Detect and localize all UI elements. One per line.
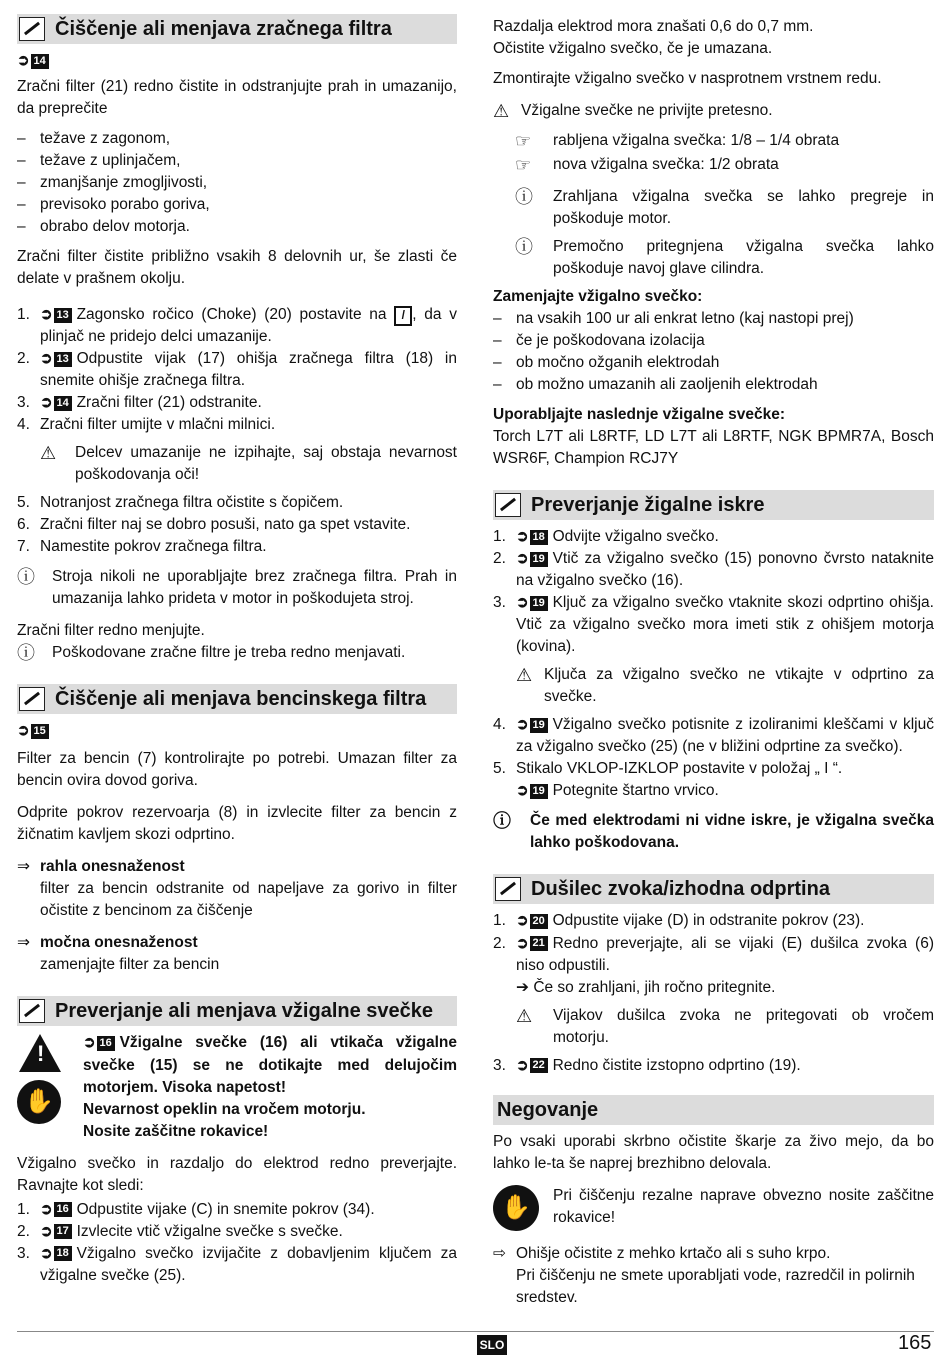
care-item: ⇨ Ohišje očistite z mehko krtačo ali s suho krpo.: [493, 1243, 934, 1265]
paragraph: Zmontirajte vžigalno svečko v nasprotnem vrstnem redu.: [493, 70, 882, 87]
warning-note: ⚠ Vžigalne svečke ne privijte pretesno.: [493, 101, 773, 121]
steps-list: [493, 526, 934, 658]
section-title: Čiščenje ali menjava zračnega filtra: [55, 18, 392, 40]
section-header: [493, 490, 934, 520]
footer-rule: [17, 1331, 934, 1332]
section-title: Negovanje: [497, 1098, 599, 1121]
section-header: [17, 14, 457, 44]
choke-icon: /: [394, 306, 412, 326]
steps-list: [17, 304, 457, 436]
figure-ref: ➲ 16: [83, 1032, 115, 1054]
paragraph: Očistite vžigalno svečko, če je umazana.: [493, 40, 773, 57]
step-item: 2. ➲ 21 Redno preverjajte, ali se vijaki (E) dušilca zvoka (6) niso odpustili. ➔ Če so zrahljani, jih ročno pritegnite.: [493, 934, 934, 996]
wrench-icon: [19, 687, 45, 711]
arrow-icon: ⇒: [17, 858, 30, 876]
list-item: – obrabo delov motorja.: [17, 216, 457, 238]
page-number: 165: [898, 1332, 932, 1354]
warning-note: ⚠ Ključa za vžigalno svečko ne vtikajte v odprtino za svečke.: [493, 664, 934, 708]
figure-ref: ➲ 15: [17, 720, 49, 742]
warning-note: ⚠ Vijakov dušilca zvoka ne pritegovati ob vročem motorju.: [493, 1005, 934, 1049]
wrench-icon: [19, 999, 45, 1023]
paragraph: Odprite pokrov rezervoarja (8) in izvlecite filter za bencin z žičnatim kavljem skozi odprtino.: [17, 804, 457, 844]
right-column: [493, 16, 934, 1309]
list-item: – težave z zagonom,: [17, 128, 457, 150]
paragraph: Zračni filter redno menjujte.: [17, 622, 205, 640]
pointing-hand-icon: ☞: [515, 131, 532, 151]
info-icon: ⓘ: [515, 187, 533, 207]
info-icon: ⓘ: [17, 643, 35, 664]
info-note: ⓘ Zrahljana vžigalna svečka se lahko pregreje in poškoduje motor.: [493, 186, 934, 230]
paragraph: Razdalja elektrod mora znašati 0,6 do 0,7 mm.: [493, 18, 814, 35]
wrench-icon: [19, 17, 45, 41]
section-title: Dušilec zvoka/izhodna odprtina: [531, 878, 830, 901]
gloves-note: ✋ Pri čiščenju rezalne naprave obvezno nosite zaščitne rokavice!: [493, 1185, 934, 1231]
step-item: 2. ➲ 17 Izvlecite vtič vžigalne svečke s svečke.: [17, 1222, 343, 1240]
paragraph: Torch L7T ali L8RTF, LD L7T ali L8RTF, NGK BPMR7A, Bosch WSR6F, Champion RCJ7Y: [493, 428, 934, 467]
subheading: Zamenjajte vžigalno svečko:: [493, 288, 703, 305]
list-item: – ob možno umazanih ali zaoljenih elektrodah: [493, 374, 934, 396]
list-item: – na vsakih 100 ur ali enkrat letno (kaj nastopi prej): [493, 308, 934, 330]
section-title: Čiščenje ali menjava bencinskega filtra: [55, 688, 427, 711]
step-item: 6. Zračni filter naj se dobro posuši, nato ga spet vstavite.: [17, 516, 411, 534]
warning-icon: ⚠: [40, 443, 57, 464]
paragraph: Zračni filter čistite približno vsakih 8 delovnih ur, še zlasti če delate v prašnem okolju.: [17, 248, 457, 288]
paragraph: Pri čiščenju ne smete uporabljati vode, razredčil in polirnih sredstev.: [516, 1266, 915, 1306]
step-item: 3. ➲ 22 Redno čistite izstopno odprtino (19).: [493, 1056, 801, 1074]
left-column: [17, 14, 457, 1293]
paragraph: filter za bencin odstranite od napeljave za gorivo in filter očistite z bencinom za čiščenje: [40, 880, 457, 920]
steps-list: [493, 1055, 934, 1077]
step-item: 4. ➲ 19 Vžigalno svečko potisnite z izoliranimi kleščami v ključ za vžigalno svečko (25) (ne v bližini odprtine za svečko).: [493, 716, 934, 756]
section-title: Preverjanje žigalne iskre: [531, 494, 765, 516]
info-note: ⓘ Premočno pritegnjena vžigalna svečka lahko poškoduje navoj glave cilindra.: [493, 236, 934, 280]
arrow-icon: ⇒: [17, 934, 30, 952]
info-icon: ⓘ: [515, 237, 533, 257]
step-item: 1. ➲ 20 Odpustite vijake (D) in odstranite pokrov (23).: [493, 912, 865, 930]
list-item: – težave z uplinjačem,: [17, 150, 457, 172]
warning-icon: ⚠: [493, 101, 510, 121]
hint-note: ☞ nova vžigalna svečka: 1/2 obrata: [515, 155, 779, 175]
section-header: [493, 874, 934, 904]
info-note: ⓘ Poškodovane zračne filtre je treba redno menjavati.: [17, 643, 406, 664]
list-item: – če je poškodovana izolacija: [493, 330, 934, 352]
figure-ref: ➲ 14: [17, 50, 49, 72]
step-item: 4. Zračni filter umijte v mlačni milnici.: [17, 416, 276, 434]
arrow-icon: ⇨: [493, 1244, 506, 1262]
subheading: Uporabljajte naslednje vžigalne svečke:: [493, 406, 786, 423]
steps-list: [493, 714, 934, 802]
section-title: Preverjanje ali menjava vžigalne svečke: [55, 1000, 434, 1023]
section-header: [17, 996, 457, 1026]
step-item: 2. ➲ 19 Vtič za vžigalno svečko (15) ponovno čvrsto nataknite na vžigalno svečko (16).: [493, 550, 934, 590]
step-item: 3. ➲ 19 Ključ za vžigalno svečko vtaknite skozi odprtino ohišja. Vtič za vžigalno svečko mora imeti stik z ohišjem motorja (kovina).: [493, 594, 934, 656]
paragraph: Filter za bencin (7) kontrolirajte po potrebi. Umazan filter za bencin ovira dovod goriva.: [17, 750, 457, 790]
step-item: 2. ➲ 13 Odpustite vijak (17) ohišja zračnega filtra (18) in snemite ohišje zračnega filtra.: [17, 350, 457, 390]
warning-text: Nevarnost opeklin na vročem motorju.: [83, 1100, 366, 1118]
warning-triangle-icon: !: [19, 1034, 61, 1072]
hint-note: ☞ rabljena vžigalna svečka: 1/8 – 1/4 obrata: [515, 131, 840, 151]
paragraph: Vžigalno svečko in razdaljo do elektrod redno preverjajte. Ravnajte kot sledi:: [17, 1154, 457, 1194]
paragraph: zamenjajte filter za bencin: [40, 956, 220, 974]
arrow-icon: ➔: [516, 978, 529, 996]
paragraph: Zračni filter (21) redno čistite in odstranjujte prah in umazanijo, da preprečite: [17, 78, 457, 118]
warning-icon: ⚠: [516, 1005, 533, 1026]
case-item: ⇒ rahla onesnaženost: [17, 856, 457, 878]
gloves-icon: ✋: [17, 1080, 61, 1124]
wrench-icon: [495, 877, 521, 901]
step-item: 7. Namestite pokrov zračnega filtra.: [17, 538, 267, 556]
step-item: 1. ➲ 18 Odvijte vžigalno svečko.: [493, 528, 719, 546]
step-item: 1. ➲ 16 Odpustite vijake (C) in snemite pokrov (34).: [17, 1200, 375, 1218]
section-header: [493, 1095, 934, 1125]
step-item: 3. ➲ 14 Zračni filter (21) odstranite.: [17, 394, 262, 412]
language-badge: SLO: [477, 1335, 507, 1355]
wrench-icon: [495, 493, 521, 517]
steps-list: [17, 492, 457, 558]
warning-text: Vžigalne svečke (16) ali vtikača vžigalne svečke (15) se ne dotikajte med delujočim motorjem. Visoka napetost!: [83, 1034, 457, 1096]
list-item: – ob močno ožganih elektrodah: [493, 352, 934, 374]
steps-list: [17, 1199, 457, 1287]
info-icon: ⓘ: [493, 811, 511, 832]
warning-block: [17, 1032, 457, 1142]
section-header: [17, 684, 457, 714]
list-item: – previsoko porabo goriva,: [17, 194, 457, 216]
info-icon: ⓘ: [17, 567, 35, 588]
info-note: ⓘ Če med elektrodami ni vidne iskre, je vžigalna svečka lahko poškodovana.: [493, 810, 934, 854]
list-item: – zmanjšanje zmogljivosti,: [17, 172, 457, 194]
step-item: 5. Notranjost zračnega filtra očistite s čopičem.: [17, 494, 344, 512]
replace-list: [493, 308, 934, 396]
warning-text: Nosite zaščitne rokavice!: [83, 1122, 269, 1140]
pointing-hand-icon: ☞: [515, 155, 532, 175]
step-item: 3. ➲ 18 Vžigalno svečko izvijačite z dobavljenim ključem za vžigalne svečke (25).: [17, 1244, 457, 1284]
info-note: ⓘ Stroja nikoli ne uporabljajte brez zračnega filtra. Prah in umazanija lahko prideta v motor in poškodujeta stroj.: [17, 566, 457, 610]
gloves-icon: ✋: [493, 1185, 539, 1231]
problem-list: [17, 128, 457, 238]
case-item: ⇒ močna onesnaženost: [17, 932, 457, 954]
step-item: 1. ➲ 13 Zagonsko ročico (Choke) (20) postavite na / , da v plinjač ne pridejo delci umazanije.: [17, 306, 457, 346]
step-item: 5. Stikalo VKLOP-IZKLOP postavite v položaj „ I “. ➲ 19 Potegnite štartno vrvico.: [493, 760, 843, 800]
steps-list: [493, 910, 934, 998]
warning-icon: ⚠: [516, 665, 533, 686]
warning-note: ⚠ Delcev umazanije ne izpihajte, saj obstaja nevarnost poškodovanja oči!: [17, 442, 457, 486]
paragraph: Po vsaki uporabi skrbno očistite škarje za živo mejo, da bo lahko le-ta še naprej brezhibno delovala.: [493, 1132, 934, 1172]
